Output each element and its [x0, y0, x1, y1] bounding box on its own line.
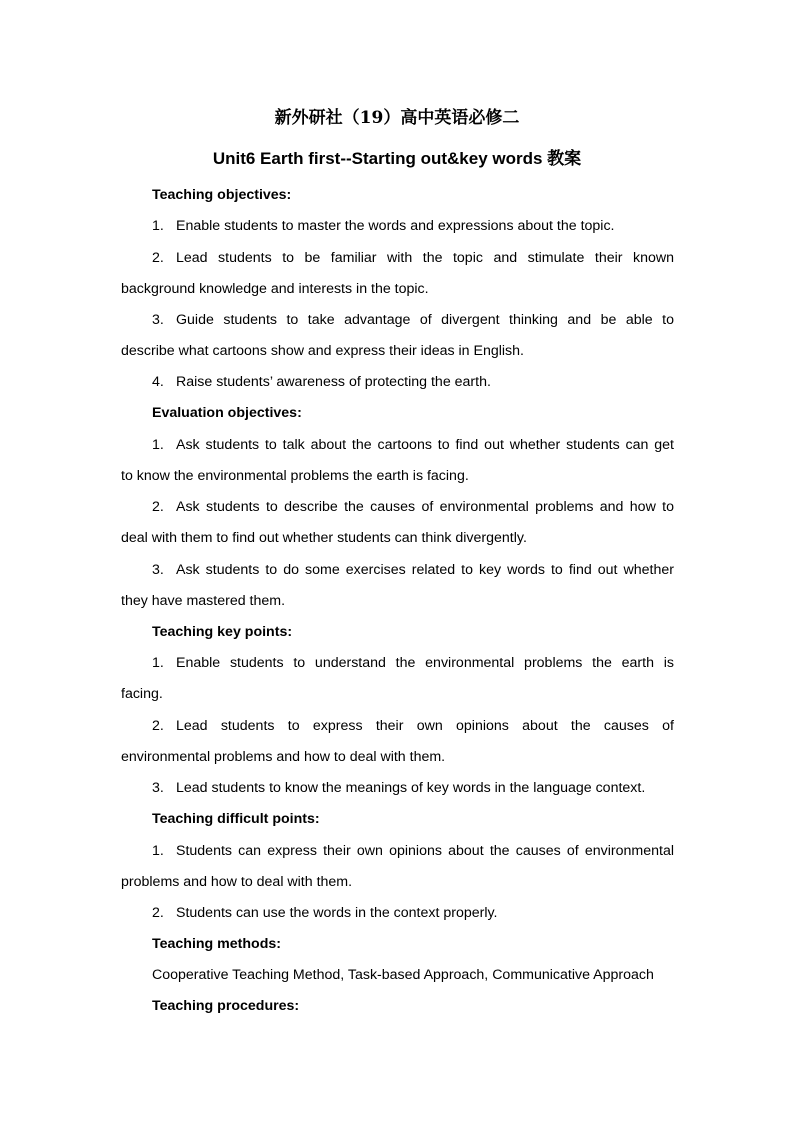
item-text: Lead students to express their own opinions about the causes of: [176, 718, 674, 734]
section-heading-evaluation-objectives: Evaluation objectives:: [152, 405, 302, 421]
evaluation-item-3: [152, 561, 674, 579]
objective-item-3: [152, 311, 674, 329]
section-heading-teaching-key-points: Teaching key points:: [152, 624, 293, 640]
key-point-item-3: [152, 779, 645, 797]
document-title-english: Unit6 Earth first--Starting out&key words 教案: [212, 149, 582, 168]
objective-item-2: [152, 249, 674, 267]
item-text: Ask students to talk about the cartoons to find out whether students can get: [176, 437, 674, 453]
objective-item-2-continuation: background knowledge and interests in the topic.: [121, 281, 429, 297]
item-number: 2.: [152, 905, 164, 921]
item-number: 2.: [152, 718, 164, 734]
item-text: Raise students’ awareness of protecting the earth.: [176, 374, 491, 390]
evaluation-item-1-continuation: to know the environmental problems the earth is facing.: [121, 468, 469, 484]
objective-item-4: [152, 373, 491, 391]
key-point-item-1: [152, 654, 674, 672]
item-text: Lead students to be familiar with the topic and stimulate their known: [176, 250, 674, 266]
item-number: 3.: [152, 780, 164, 796]
item-number: 2.: [152, 499, 164, 515]
difficult-point-item-2: [152, 904, 498, 922]
section-heading-teaching-procedures: Teaching procedures:: [152, 998, 300, 1014]
key-point-item-2-continuation: environmental problems and how to deal with them.: [121, 749, 446, 765]
item-text: Enable students to understand the environmental problems the earth is: [176, 655, 674, 671]
item-number: 3.: [152, 312, 164, 328]
item-number: 1.: [152, 437, 164, 453]
section-heading-teaching-methods: Teaching methods:: [152, 936, 282, 952]
evaluation-item-1: [152, 436, 674, 454]
objective-item-3-continuation: describe what cartoons show and express their ideas in English.: [121, 343, 524, 359]
item-number: 4.: [152, 374, 164, 390]
item-text: Ask students to do some exercises related to key words to find out whether: [176, 562, 674, 578]
teaching-methods-text: Cooperative Teaching Method, Task-based Approach, Communicative Approach: [152, 967, 654, 983]
item-number: 1.: [152, 218, 164, 234]
item-text: Students can use the words in the context properly.: [176, 905, 498, 921]
item-number: 1.: [152, 843, 164, 859]
key-point-item-1-continuation: facing.: [121, 686, 163, 702]
item-number: 2.: [152, 250, 164, 266]
objective-item-1: [152, 217, 615, 235]
evaluation-item-2: [152, 498, 674, 516]
evaluation-item-2-continuation: deal with them to find out whether students can think divergently.: [121, 530, 527, 546]
item-text: Lead students to know the meanings of key words in the language context.: [176, 780, 646, 796]
difficult-point-item-1-continuation: problems and how to deal with them.: [121, 874, 353, 890]
evaluation-item-3-continuation: they have mastered them.: [121, 593, 286, 609]
item-text: Enable students to master the words and expressions about the topic.: [176, 218, 615, 234]
item-number: 1.: [152, 655, 164, 671]
item-number: 3.: [152, 562, 164, 578]
section-heading-teaching-difficult-points: Teaching difficult points:: [152, 811, 320, 827]
item-text: Ask students to describe the causes of environmental problems and how to: [176, 499, 674, 515]
document-title-chinese: 新外研社（19）高中英语必修二: [274, 108, 520, 128]
item-text: Guide students to take advantage of divergent thinking and be able to: [176, 312, 674, 328]
difficult-point-item-1: [152, 842, 674, 860]
section-heading-teaching-objectives: Teaching objectives:: [152, 187, 292, 203]
item-text: Students can express their own opinions about the causes of environmental: [176, 843, 674, 859]
key-point-item-2: [152, 717, 674, 735]
